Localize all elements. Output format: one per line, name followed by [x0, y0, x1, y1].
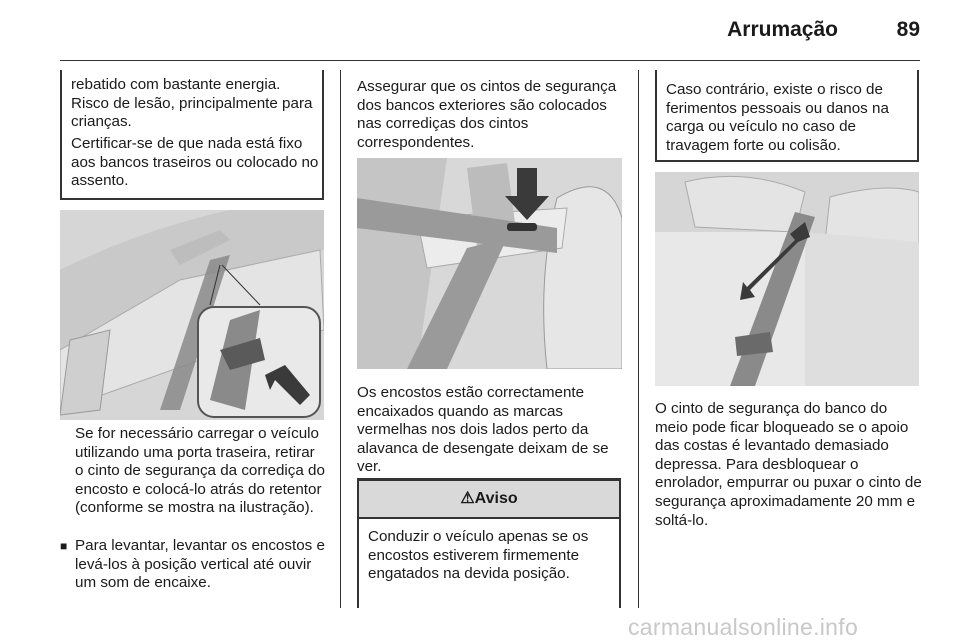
warning-title: Aviso [474, 490, 518, 507]
page-number: 89 [896, 18, 920, 41]
paragraph-load-vehicle: Se for necessário carregar o veículo utilizando uma porta traseira, retirar o cinto de segurança da corrediça do encosto e colocá-lo atrás do retentor (conforme se mostra na ilustração). [75, 425, 325, 517]
warning-text: Caso contrário, existe o risco de ferimentos pessoais ou danos na carga ou veículo no caso de travagem forte ou colisão. [666, 81, 889, 154]
warning-text: rebatido com bastante energia. Risco de lesão, principalmente para crianças. [71, 76, 313, 131]
middle-belt-drawing [655, 172, 919, 386]
illustration-seatbelt-retainer [60, 210, 324, 420]
bullet-text: Para levantar, levantar os encostos e levá-los à posição vertical até ouvir um som de encaixe. [75, 537, 325, 592]
warning-text: Certificar-se de que nada está fixo aos bancos traseiros ou colocado no assento. [71, 135, 319, 190]
seatbelt-retainer-drawing [60, 210, 324, 420]
paragraph-red-marks: Os encostos estão correctamente encaixados quando as marcas vermelhas nos dois lados perto da alavanca de desengate deixam de se ver. [357, 384, 609, 476]
column-divider-2 [638, 70, 639, 608]
warning-box-continued-2 [655, 70, 919, 162]
belt-guide-drawing [357, 158, 622, 369]
paragraph-middle-belt: O cinto de segurança do banco do meio pode ficar bloqueado se o apoio das costas é levantado demasiado depressa. Para desbloquear o enrolador, empurrar ou puxar o cinto de segurança aproximadamente 20 mm e soltá-lo. [655, 400, 922, 529]
illustration-middle-belt [655, 172, 919, 386]
warning-header [359, 481, 619, 519]
column-divider-1 [340, 70, 341, 608]
bullet-square-icon: ■ [60, 539, 68, 553]
warning-triangle-icon: ⚠ [460, 490, 475, 507]
warning-box-continued [60, 70, 324, 200]
warning-text: Conduzir o veículo apenas se os encostos estiverem firmemente engatados na devida posição. [368, 528, 589, 583]
warning-box-aviso [357, 478, 621, 608]
watermark: carmanualsonline.info [628, 614, 859, 640]
paragraph-belt-guides: Assegurar que os cintos de segurança dos bancos exteriores são colocados nas corrediças dos cintos correspondentes. [357, 78, 617, 151]
header-divider [60, 60, 920, 61]
page-section-title: Arrumação [727, 18, 838, 41]
illustration-belt-guide [357, 158, 622, 369]
